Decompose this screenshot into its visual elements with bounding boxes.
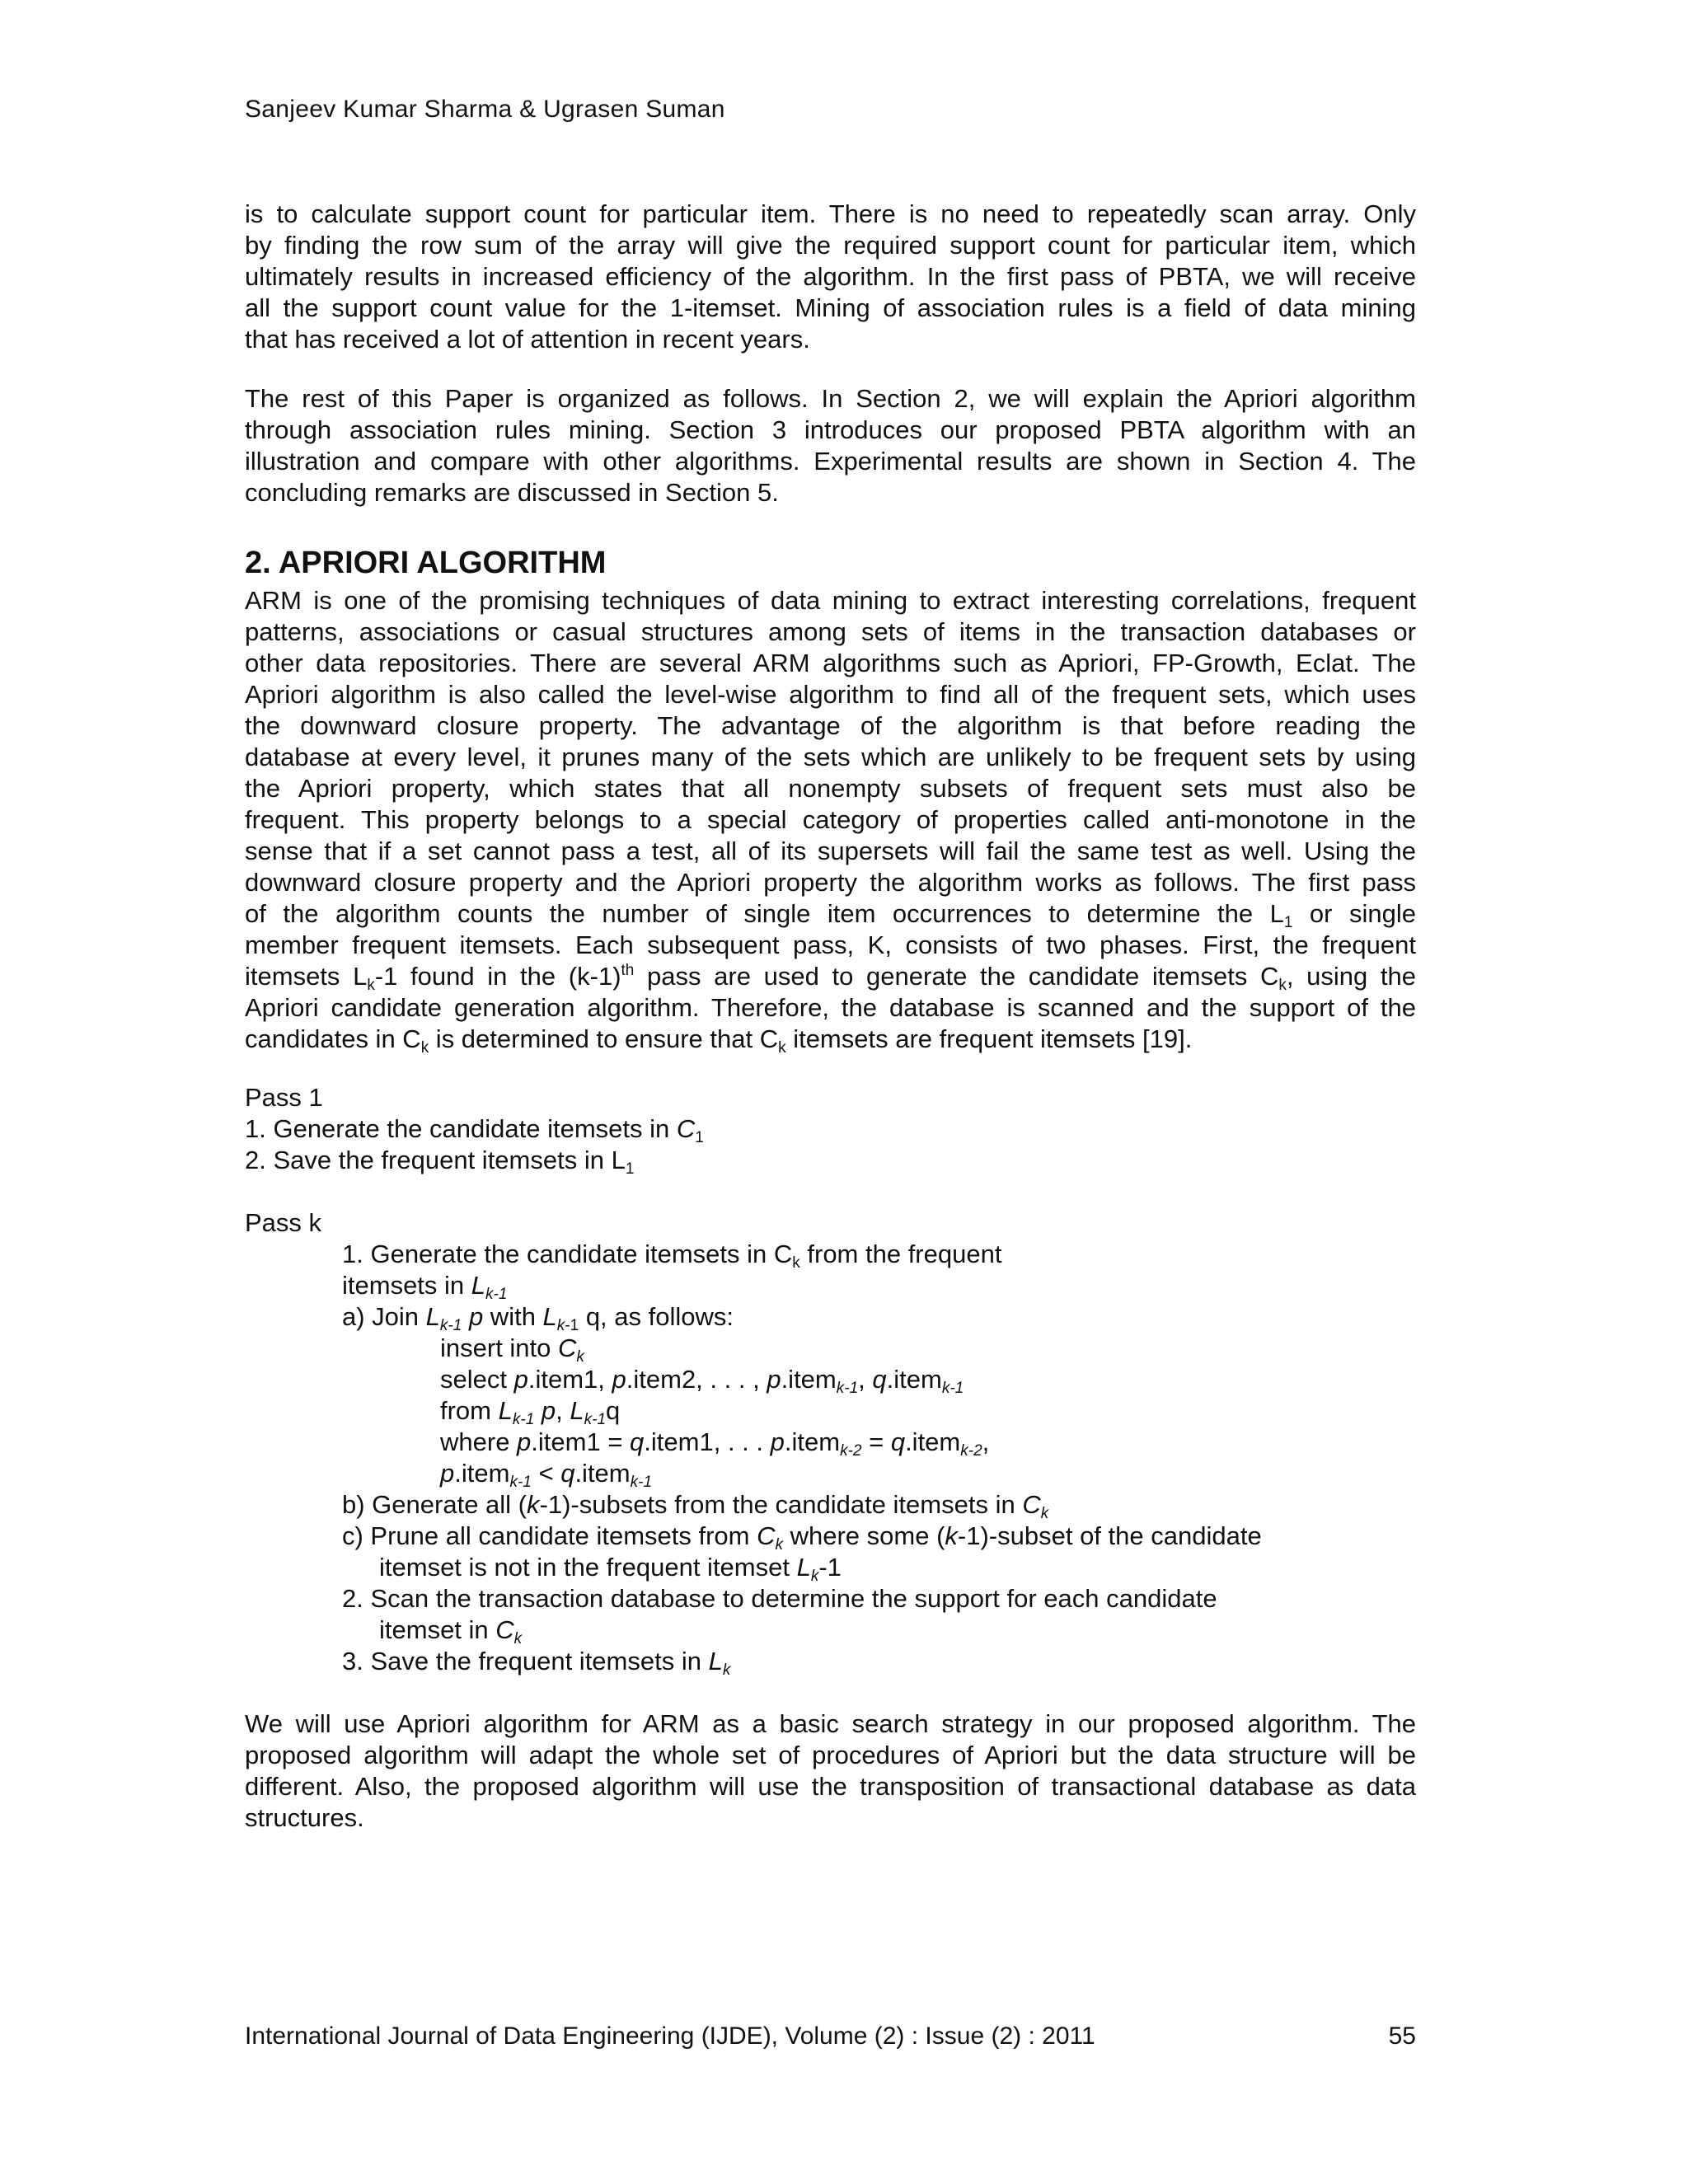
passk-step1-line2: itemsets in $L_{k-1}$	[342, 1271, 508, 1303]
paragraph-line: candidates in $C_k$ is determined to ensure that $C_k$ itemsets are frequent itemsets [19].	[245, 1024, 1193, 1057]
paragraph-line: ARM is one of the promising techniques of data mining to extract interesting correlations, frequent	[245, 586, 1416, 615]
passk-prune-line2: itemset is not in the frequent itemset $L_k-1$	[379, 1553, 842, 1585]
paragraph-line: Apriori algorithm is also called the level-wise algorithm to find all of the frequent sets, which uses	[245, 680, 1416, 709]
paragraph-line: frequent. This property belongs to a special category of properties called anti-monotone in the	[245, 805, 1416, 834]
paragraph-line: downward closure property and the Apriori property the algorithm works as follows. The first pass	[245, 868, 1416, 897]
paragraph-line: is to calculate support count for particular item. There is no need to repeatedly scan array. Only	[245, 199, 1416, 228]
organization-paragraph	[245, 383, 1416, 509]
footer-journal-citation: International Journal of Data Engineering (IJDE), Volume (2) : Issue (2) : 2011	[245, 2022, 1095, 2050]
pass1-step1: 1. Generate the candidate itemsets in $C_1$	[245, 1114, 704, 1146]
paragraph-line: database at every level, it prunes many of the sets which are unlikely to be frequent sets by using	[245, 743, 1416, 771]
paragraph-line: illustration and compare with other algorithms. Experimental results are shown in Section 4. The	[245, 447, 1416, 476]
passk-step1: 1. Generate the candidate itemsets in $C_k$ from the frequent	[342, 1240, 1002, 1272]
paragraph-line: patterns, associations or casual structures among sets of items in the transaction databases or	[245, 617, 1416, 646]
sql-from-line: from $L_{k-1}$ p, $L_{k-1}q$	[440, 1396, 621, 1428]
paragraph-line: through association rules mining. Section 3 introduces our proposed PBTA algorithm with an	[245, 415, 1416, 444]
passk-join-step: a) Join $L_{k-1}$ p with $L_{k-1}$ q, as follows:	[342, 1302, 734, 1334]
running-head-authors: Sanjeev Kumar Sharma & Ugrasen Suman	[245, 96, 725, 123]
paragraph-line: by finding the row sum of the array will give the required support count for particular item, which	[245, 231, 1416, 260]
sql-where-line: where p.item1 = q.item1, . . . p.item$_{k-2}$ = q.item$_{k-2}$,	[440, 1427, 990, 1460]
sql-condition-line: p.item$_{k-1}$ < q.item$_{k-1}$	[440, 1459, 653, 1491]
sql-insert-line: insert into $C_k$	[440, 1333, 584, 1366]
paragraph-line: sense that if a set cannot pass a test, all of its supersets will fail the same test as well. Using the	[245, 837, 1416, 865]
paragraph-line: ultimately results in increased efficiency of the algorithm. In the first pass of PBTA, we will receive	[245, 262, 1416, 291]
paragraph-line: different. Also, the proposed algorithm will use the transposition of transactional database as data	[245, 1772, 1416, 1801]
pass1-label: Pass 1	[245, 1083, 323, 1112]
paragraph-line: the Apriori property, which states that all nonempty subsets of frequent sets must also be	[245, 774, 1416, 803]
paragraph-line: Apriori candidate generation algorithm. Therefore, the database is scanned and the support of the	[245, 993, 1416, 1022]
paragraph-line: all the support count value for the 1-itemset. Mining of association rules is a field of data mining	[245, 293, 1416, 322]
paragraph-line: member frequent itemsets. Each subsequent pass, K, consists of two phases. First, the frequent	[245, 930, 1416, 959]
closing-paragraph	[245, 1708, 1416, 1834]
paragraph-line: structures.	[245, 1803, 364, 1832]
passk-step2-line2: itemset in $C_k$	[379, 1615, 523, 1647]
page-number: 55	[1388, 2022, 1416, 2050]
passk-step2: 2. Scan the transaction database to determine the support for each candidate	[342, 1584, 1217, 1613]
paragraph-line: the downward closure property. The advantage of the algorithm is that before reading the	[245, 711, 1416, 740]
pass1-step2: 2. Save the frequent itemsets in $L_1$	[245, 1146, 635, 1178]
paragraph-line: concluding remarks are discussed in Section 5.	[245, 478, 779, 507]
paragraph-line: The rest of this Paper is organized as follows. In Section 2, we will explain the Apriori algorithm	[245, 384, 1416, 413]
passk-prune-step: c) Prune all candidate itemsets from $C_k$ where some (k-1)-subset of the candidate	[342, 1521, 1262, 1554]
paragraph-line: We will use Apriori algorithm for ARM as a basic search strategy in our proposed algorithm. The	[245, 1709, 1416, 1738]
section-heading: 2. APRIORI ALGORITHM	[245, 546, 607, 580]
passk-step3: 3. Save the frequent itemsets in $L_k$	[342, 1647, 731, 1679]
passk-label: Pass k	[245, 1208, 322, 1237]
intro-paragraph	[245, 199, 1416, 355]
paragraph-line: other data repositories. There are several ARM algorithms such as Apriori, FP-Growth, Eclat. The	[245, 649, 1416, 677]
sql-select-line: select p.item1, p.item2, . . . , p.item$_{k-1}$, q.item$_{k-1}$	[440, 1365, 964, 1397]
paragraph-line: that has received a lot of attention in recent years.	[245, 325, 810, 354]
paragraph-line: proposed algorithm will adapt the whole set of procedures of Apriori but the data structure will be	[245, 1741, 1416, 1769]
apriori-paragraph	[245, 585, 1416, 1055]
paragraph-line: of the algorithm counts the number of single item occurrences to determine the $L_1$ or single	[245, 899, 1416, 931]
paragraph-line: itemsets $L_k-1$ found in the $(k-1)^{th}$ pass are used to generate the candidate itemsets $C_k$, using the	[245, 962, 1417, 994]
passk-generate-subsets: b) Generate all (k-1)-subsets from the candidate itemsets in $C_k$	[342, 1490, 1049, 1522]
